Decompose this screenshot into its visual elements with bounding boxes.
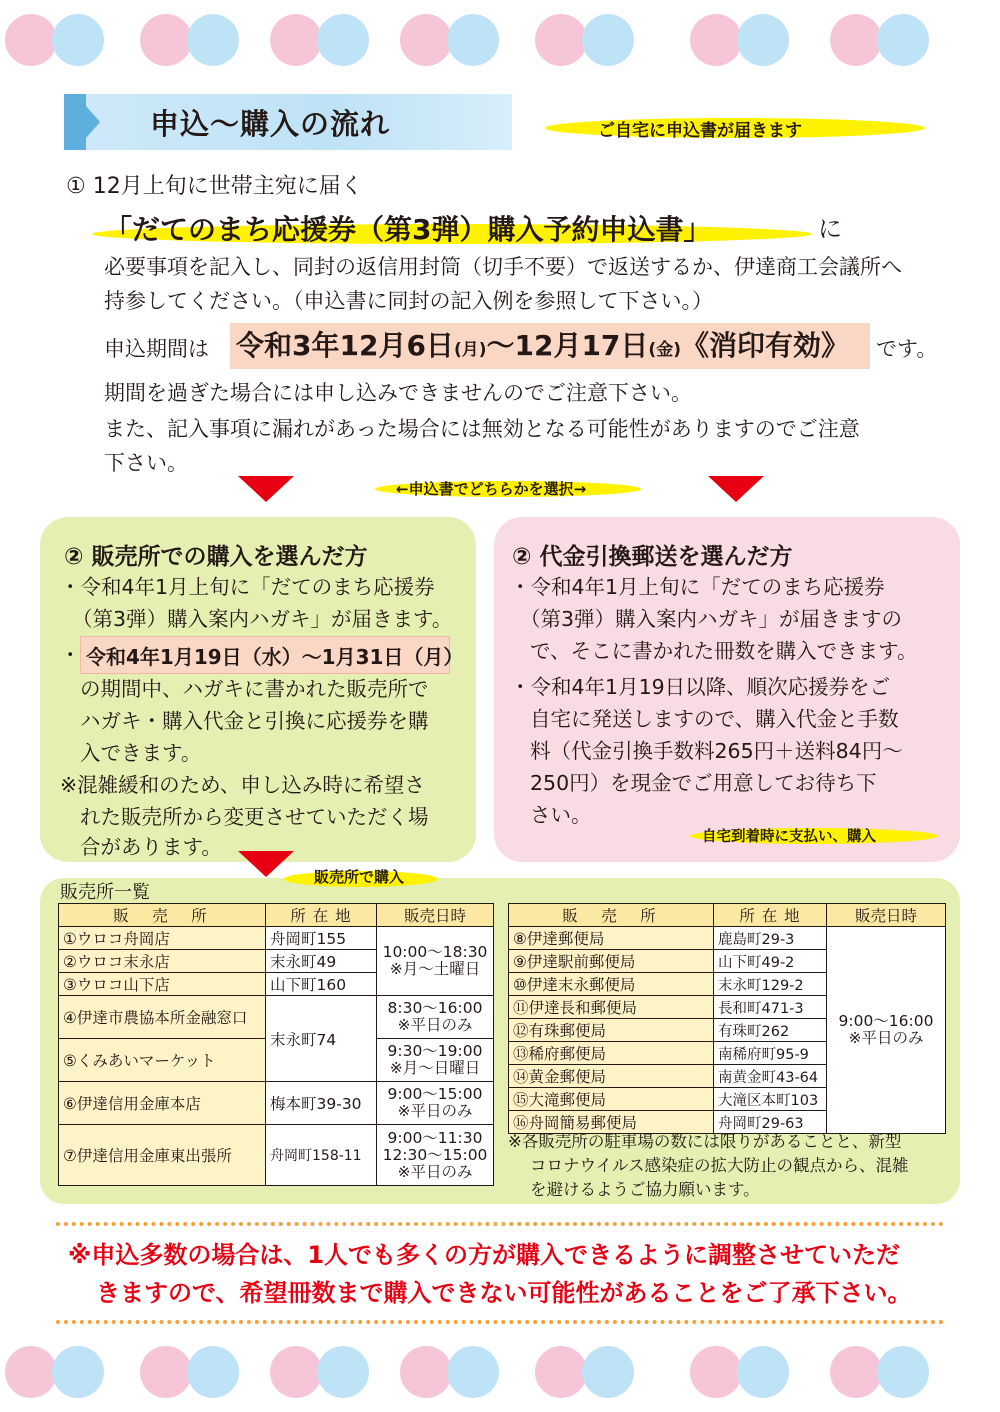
shop-time xyxy=(827,927,946,1134)
application-period xyxy=(236,324,849,364)
shop-time xyxy=(377,1039,494,1082)
shop-location: 末永町129-2 xyxy=(714,973,827,996)
period-suffix: です。 xyxy=(876,337,938,361)
time-hours: 9:30～19:00 xyxy=(387,1042,483,1060)
shop-location: 鹿島町29-3 xyxy=(714,927,827,950)
shop-name: ⑯舟岡簡易郵便局 xyxy=(509,1111,714,1134)
shop-location: 山下町49-2 xyxy=(714,950,827,973)
parking-note-line1: ※各販売所の駐車場の数には限りがあることと、新型 xyxy=(508,1132,902,1151)
step1-line1: 必要事項を記入し、同封の返信用封筒（切手不要）で返送するか、伊達商工会議所へ xyxy=(104,255,902,279)
warning-line2: また、記入事項に漏れがあった場合には無効となる可能性がありますのでご注意 xyxy=(104,417,860,441)
shop-name: ⑪伊達長和郵便局 xyxy=(509,996,714,1019)
store-b2-line2: ハガキ・購入代金と引換に応援券を購 xyxy=(80,709,429,733)
time-days: ※平日のみ xyxy=(397,1016,473,1034)
time-days: ※平日のみ xyxy=(397,1162,473,1181)
shop-location: 有珠町262 xyxy=(714,1019,827,1042)
parking-note-line3: を避けるようご協力願います。 xyxy=(530,1180,760,1199)
period-start: 令和3年12月6日 xyxy=(236,329,454,362)
down-arrow-icon-left xyxy=(238,476,294,502)
shop-name: ⑬稀府郵便局 xyxy=(509,1042,714,1065)
warning-line3: 下さい。 xyxy=(104,451,188,475)
bottom-dot-border xyxy=(0,1342,1000,1402)
shop-location: 南黄金町43-64 xyxy=(714,1065,827,1088)
shop-name: ⑫有珠郵便局 xyxy=(509,1019,714,1042)
shop-name: ⑤くみあいマーケット xyxy=(59,1039,266,1082)
shop-time xyxy=(377,927,494,996)
store-sale-period: 令和4年1月19日（水）～1月31日（月） xyxy=(86,645,464,669)
period-label: 申込期間は xyxy=(104,337,209,361)
cod-mail-heading: ② 代金引換郵送を選んだ方 xyxy=(512,544,793,570)
cod-b2-line2: 自宅に発送しますので、購入代金と手数 xyxy=(530,707,899,731)
shop-location: 舟岡町155 xyxy=(266,927,377,950)
shop-location: 舟岡町158-11 xyxy=(266,1125,377,1186)
divider-bottom xyxy=(56,1320,944,1324)
form-name: 「だてのまち応援券（第3弾）購入予約申込書」 xyxy=(104,213,712,246)
final-note-line1: ※申込多数の場合は、1人でも多くの方が購入できるように調整させていただ xyxy=(68,1241,901,1269)
table-header-row xyxy=(509,904,946,927)
shop-name: ④伊達市農協本所金融窓口 xyxy=(59,996,266,1039)
shop-name: ⑦伊達信用金庫東出張所 xyxy=(59,1125,266,1186)
down-arrow-icon-shop xyxy=(238,851,294,877)
time-hours: 9:00～11:30 xyxy=(387,1128,483,1147)
header-time: 販売日時 xyxy=(377,904,494,927)
shop-location: 末永町74 xyxy=(266,996,377,1082)
postmark-valid: 《消印有効》 xyxy=(680,329,849,362)
delivery-note: ご自宅に申込書が届きます xyxy=(598,121,802,141)
store-b2-bullet: ・ xyxy=(60,643,81,667)
pay-note: 自宅到着時に支払い、購入 xyxy=(702,829,876,845)
table-row xyxy=(59,1125,494,1186)
time-hours: 8:30～16:00 xyxy=(387,999,483,1017)
parking-note-line2: コロナウイルス感染症の拡大防止の観点から、混雑 xyxy=(530,1156,909,1175)
shop-name: ⑭黄金郵便局 xyxy=(509,1065,714,1088)
shop-location: 梅本町39-30 xyxy=(266,1082,377,1125)
header-shop: 販 売 所 xyxy=(509,904,714,927)
shop-location: 長和町471-3 xyxy=(714,996,827,1019)
shop-list-title: 販売所一覧 xyxy=(60,882,150,903)
shop-name: ①ウロコ舟岡店 xyxy=(59,927,266,950)
shop-name: ⑧伊達郵便局 xyxy=(509,927,714,950)
table-header-row xyxy=(59,904,494,927)
store-note-line3: 合があります。 xyxy=(80,835,222,859)
section-title: 申込～購入の流れ xyxy=(150,107,391,141)
time-days: ※平日のみ xyxy=(848,1029,924,1047)
divider-top xyxy=(56,1222,944,1226)
store-b1-line1: ・令和4年1月上旬に「だてのまち応援券 xyxy=(60,575,435,599)
shop-note: 販売所で購入 xyxy=(314,868,405,886)
cod-b1-line3: で、そこに書かれた冊数を購入できます。 xyxy=(530,639,918,663)
shop-location: 山下町160 xyxy=(266,973,377,996)
time-days: ※月～日曜日 xyxy=(389,1059,481,1077)
shop-name: ⑩伊達末永郵便局 xyxy=(509,973,714,996)
cod-b1-line2: （第3弾）購入案内ハガキ」が届きますの xyxy=(520,607,903,631)
table-row xyxy=(509,927,946,950)
header-location: 所 在 地 xyxy=(714,904,827,927)
time-days: ※月～土曜日 xyxy=(389,960,481,978)
shop-time xyxy=(377,1125,494,1186)
shop-name: ⑮大滝郵便局 xyxy=(509,1088,714,1111)
shop-name: ②ウロコ末永店 xyxy=(59,950,266,973)
table-row xyxy=(59,927,494,950)
shop-table-right xyxy=(508,903,946,1134)
step1-heading: ① 12月上旬に世帯主宛に届く xyxy=(66,174,363,199)
period-end-date: ～12月17日 xyxy=(486,329,649,362)
shop-time xyxy=(377,1082,494,1125)
cod-b2-line5: さい。 xyxy=(530,803,592,827)
choose-note: ←申込書でどちらかを選択→ xyxy=(396,480,587,498)
title-tab-marker xyxy=(64,94,86,150)
top-dot-border xyxy=(0,10,1000,70)
shop-name: ③ウロコ山下店 xyxy=(59,973,266,996)
warning-line1: 期間を過ぎた場合には申し込みできませんのでご注意下さい。 xyxy=(104,381,692,405)
store-b1-line2: （第3弾）購入案内ハガキ」が届きます。 xyxy=(72,607,453,631)
shop-name: ⑥伊達信用金庫本店 xyxy=(59,1082,266,1125)
shop-location: 舟岡町29-63 xyxy=(714,1111,827,1134)
time-hours: 10:00～18:30 xyxy=(382,943,488,961)
down-arrow-icon-right xyxy=(708,476,764,502)
table-row xyxy=(59,996,494,1039)
cod-b2-line1: ・令和4年1月19日以降、順次応援券をご xyxy=(510,675,891,699)
title-arrow-icon xyxy=(86,106,100,138)
store-purchase-heading: ② 販売所での購入を選んだ方 xyxy=(64,544,368,570)
table-row xyxy=(59,1082,494,1125)
time-hours: 9:00～15:00 xyxy=(387,1085,483,1103)
time-days: ※平日のみ xyxy=(397,1102,473,1120)
form-name-suffix: に xyxy=(818,215,842,243)
store-note-line1: ※混雑緩和のため、申し込み時に希望さ xyxy=(60,773,425,797)
cod-b2-line4: 250円）を現金でご用意してお待ち下 xyxy=(530,771,877,795)
time-hours-2: 12:30～15:00 xyxy=(382,1145,488,1164)
header-location: 所 在 地 xyxy=(266,904,377,927)
final-note xyxy=(68,1236,948,1312)
period-day1: (月) xyxy=(453,340,487,360)
shop-table-left xyxy=(58,903,494,1186)
shop-location: 大滝区本町103 xyxy=(714,1088,827,1111)
shop-name: ⑨伊達駅前郵便局 xyxy=(509,950,714,973)
store-b2-line3: 入できます。 xyxy=(80,741,202,765)
cod-b1-line1: ・令和4年1月上旬に「だてのまち応援券 xyxy=(510,575,885,599)
header-shop: 販 売 所 xyxy=(59,904,266,927)
shop-location: 南稀府町95-9 xyxy=(714,1042,827,1065)
cod-b2-line3: 料（代金引換手数料265円＋送料84円～ xyxy=(530,739,903,763)
step1-line2: 持参してください。（申込書に同封の記入例を参照して下さい。） xyxy=(104,289,713,313)
final-note-line2: きますので、希望冊数まで購入できない可能性があることをご了承下さい。 xyxy=(96,1279,912,1307)
shop-location: 末永町49 xyxy=(266,950,377,973)
time-hours: 9:00～16:00 xyxy=(838,1012,934,1030)
store-note-line2: れた販売所から変更させていただく場 xyxy=(80,805,429,829)
header-time: 販売日時 xyxy=(827,904,946,927)
store-b2-line1: の期間中、ハガキに書かれた販売所で xyxy=(80,677,429,701)
shop-time xyxy=(377,996,494,1039)
period-day2: (金) xyxy=(648,340,681,360)
